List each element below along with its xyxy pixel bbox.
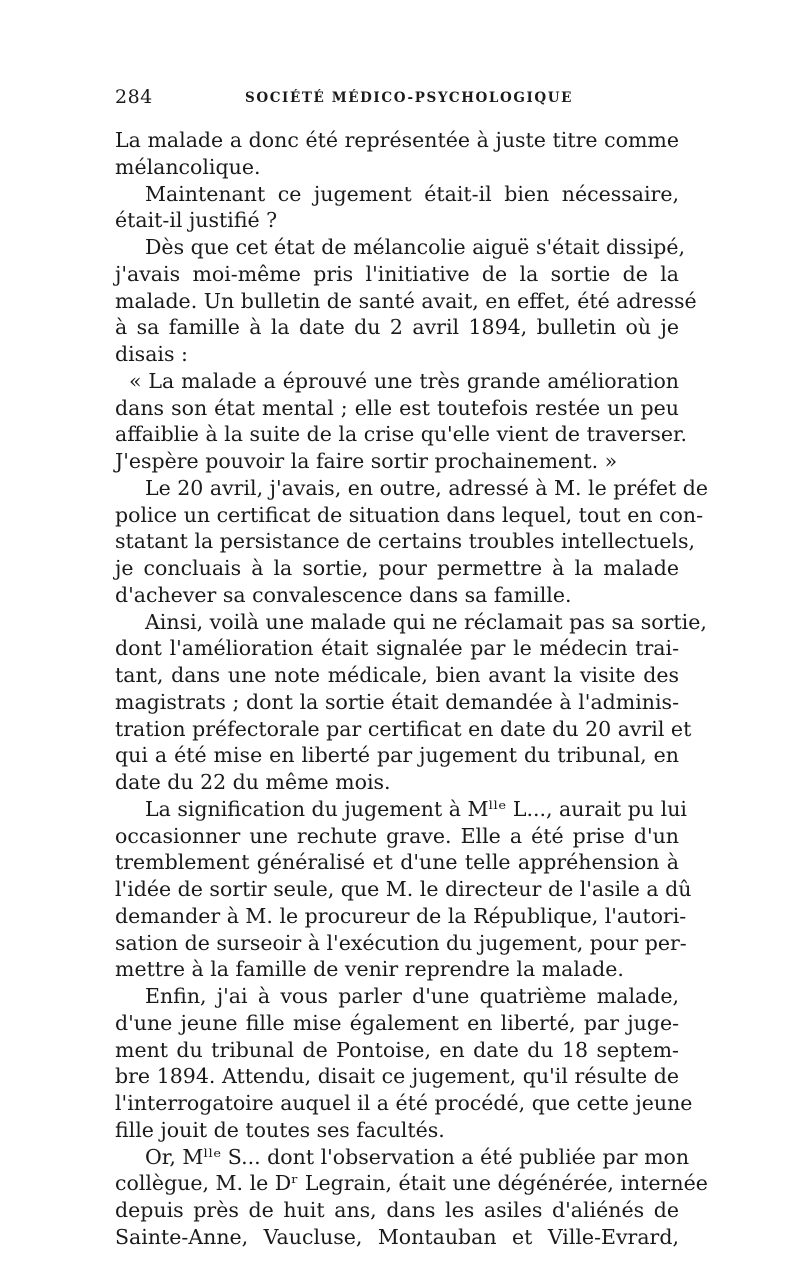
page-header — [115, 86, 685, 112]
text-line: Enfin, j'ai à vous parler d'une quatrième malade, — [145, 984, 679, 1008]
text-line: était-il justifié ? — [115, 208, 278, 233]
text-line: Sainte-Anne, Vaucluse, Montauban et Ville-Evrard, — [115, 1224, 679, 1249]
body-text — [115, 127, 709, 1251]
text-line: depuis près de huit ans, dans les asiles d'aliénés de — [115, 1198, 679, 1222]
text-line: fille jouit de toutes ses facultés. — [115, 1117, 445, 1142]
text-line: sation de surseoir à l'exécution du jugement, pour per- — [115, 930, 687, 955]
text-line: d'achever sa convalescence dans sa famille. — [115, 582, 572, 607]
text-line: statant la persistance de certains troubles intellectuels, — [115, 529, 696, 554]
text-line: bre 1894. Attendu, disait ce jugement, qu'il résulte de — [115, 1064, 679, 1089]
text-line: Dès que cet état de mélancolie aiguë s'était dissipé, — [145, 235, 686, 259]
text-line: mettre à la famille de venir reprendre la malade. — [115, 957, 624, 982]
text-line: tremblement généralisé et d'une telle appréhension à — [115, 850, 679, 875]
text-line: d'une jeune fille mise également en liberté, par juge- — [115, 1010, 679, 1035]
text-line: J'espère pouvoir la faire sortir prochainement. » — [115, 449, 618, 473]
text-line: affaiblie à la suite de la crise qu'elle vient de traverser. — [115, 422, 688, 447]
text-line: j'avais moi-même pris l'initiative de la sortie de la — [115, 261, 679, 286]
text-line: demander à M. le procureur de la République, l'autori- — [115, 903, 687, 928]
page-number: 284 — [115, 86, 153, 108]
text-line: qui a été mise en liberté par jugement du tribunal, en — [115, 743, 679, 768]
text-line: Ainsi, voilà une malade qui ne réclamait pas sa sortie, — [145, 609, 707, 634]
text-line: Le 20 avril, j'avais, en outre, adressé à M. le préfet de — [145, 475, 709, 500]
text-line: tration préfectorale par certificat en date du 20 avril et — [115, 716, 692, 741]
text-line: malade. Un bulletin de santé avait, en effet, été adressé — [115, 288, 697, 313]
text-line: La signification du jugement à Mˡˡᵉ L..., aurait pu lui — [145, 796, 687, 821]
text-line: mélancolique. — [115, 154, 261, 179]
text-line: La malade a donc été représentée à juste titre comme — [115, 128, 679, 152]
text-line: occasionner une rechute grave. Elle a été prise d'un — [115, 823, 679, 848]
text-line: dont l'amélioration était signalée par le médecin trai- — [115, 636, 679, 661]
text-line: « La malade a éprouvé une très grande amélioration — [129, 368, 679, 393]
text-line: disais : — [115, 342, 188, 366]
text-line: police un certificat de situation dans lequel, tout en con- — [115, 502, 703, 527]
text-line: Maintenant ce jugement était-il bien nécessaire, — [145, 181, 679, 206]
text-line: l'interrogatoire auquel il a été procédé, que cette jeune — [115, 1091, 693, 1115]
text-line: date du 22 du même mois. — [115, 770, 391, 794]
text-line: collègue, M. le Dʳ Legrain, était une dégénérée, internée — [115, 1171, 708, 1196]
text-line: Or, Mˡˡᵉ S... dont l'observation a été publiée par mon — [145, 1144, 690, 1169]
text-line: l'idée de sortir seule, que M. le directeur de l'asile a dû — [115, 877, 692, 901]
text-line: magistrats ; dont la sortie était demandée à l'adminis- — [115, 689, 679, 714]
text-line: je concluais à la sortie, pour permettre à la malade — [115, 556, 679, 580]
text-line: ment du tribunal de Pontoise, en date du 18 septem- — [115, 1037, 679, 1062]
text-line: dans son état mental ; elle est toutefois restée un peu — [115, 395, 679, 420]
text-line: tant, dans une note médicale, bien avant la visite des — [115, 663, 679, 687]
text-line: à sa famille à la date du 2 avril 1894, bulletin où je — [115, 315, 679, 340]
running-title: SOCIÉTÉ MÉDICO-PSYCHOLOGIQUE — [245, 90, 574, 106]
